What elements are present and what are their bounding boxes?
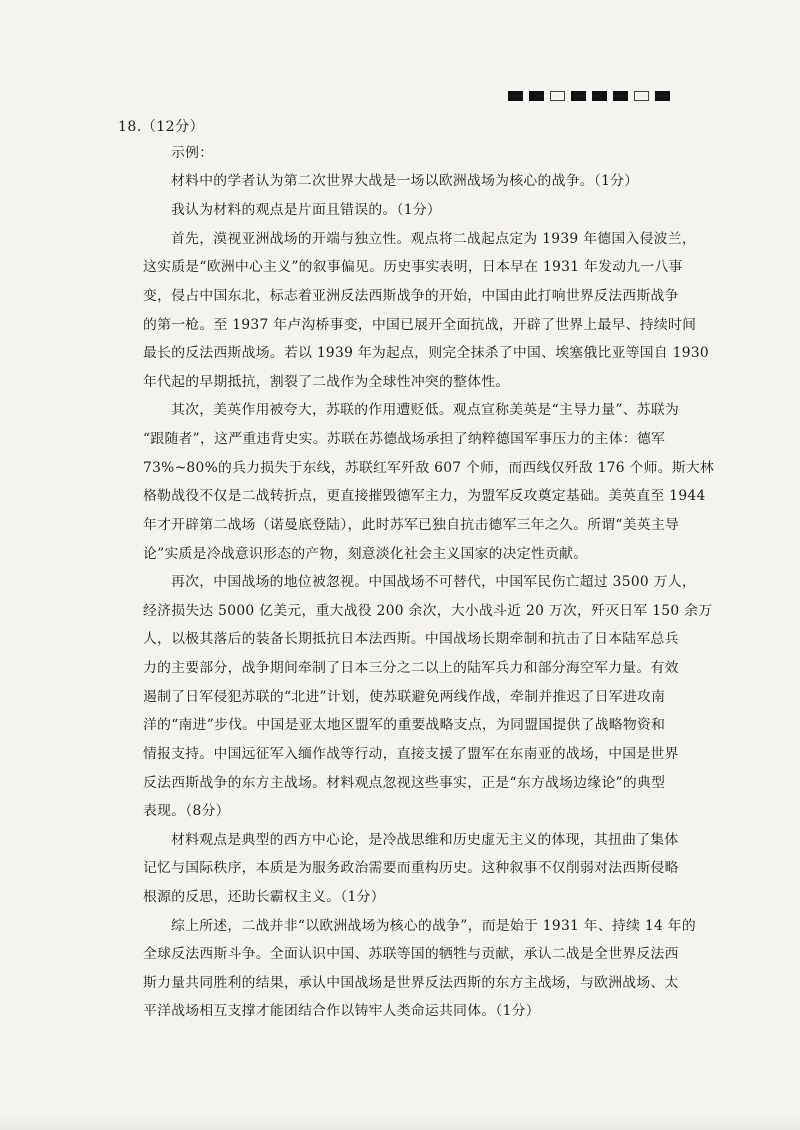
text-line: 综上所述，二战并非“以欧洲战场为核心的战争”，而是始于 1931 年、持续 14 年的: [171, 918, 696, 934]
header-mark: [508, 91, 523, 101]
text-line: 表现。（8分）: [143, 803, 230, 819]
text-line: 斯力量共同胜利的结果，承认中国战场是世界反法西斯的东方主战场，与欧洲战场、太: [143, 975, 679, 991]
text-line: 人，以极其落后的装备长期抵抗日本法西斯。中国战场长期牵制和抗击了日本陆军总兵: [143, 631, 679, 647]
text-line: 73%~80%的兵力损失于东线，苏联红军歼敌 607 个师，而西线仅歼敌 176 个师。斯大林: [143, 460, 715, 476]
text-line: 论”实质是冷战意识形态的产物，刻意淡化社会主义国家的决定性贡献。: [143, 546, 588, 562]
header-mark: [613, 91, 628, 101]
text-line: 格勒战役不仅是二战转折点，更直接摧毁德军主力，为盟军反攻奠定基础。美英直至 1944: [143, 488, 706, 504]
text-line: 洋的“南进”步伐。中国是亚太地区盟军的重要战略支点，为同盟国提供了战略物资和: [143, 717, 666, 733]
text-line: 平洋战场相互支撑才能团结合作以铸牢人类命运共同体。（1分）: [143, 1003, 540, 1019]
text-line: 年才开辟第二战场（诺曼底登陆），此时苏军已独自抗击德军三年之久。所谓“美英主导: [143, 517, 680, 533]
header-mark: [529, 91, 544, 101]
text-line: 记忆与国际秩序，本质是为服务政治需要而重构历史。这种叙事不仅削弱对法西斯侵略: [143, 860, 679, 876]
text-line: “跟随者”，这严重违背史实。苏联在苏德战场承担了纳粹德国军事压力的主体：德军: [143, 431, 666, 447]
text-line: 变，侵占中国东北，标志着亚洲反法西斯战争的开始，中国由此打响世界反法西斯战争: [143, 288, 679, 304]
text-line: 材料中的学者认为第二次世界大战是一场以欧洲战场为核心的战争。（1分）: [171, 173, 639, 189]
text-line: 遏制了日军侵犯苏联的“北进”计划，使苏联避免两线作战，牵制并推迟了日军进攻南: [143, 689, 666, 705]
text-line: 情报支持。中国远征军入缅作战等行动，直接支援了盟军在东南亚的战场，中国是世界: [143, 746, 679, 762]
text-line: 示例：: [171, 145, 214, 161]
header-mark: [592, 91, 607, 101]
header-mark: [655, 91, 670, 101]
question-number: 18.（12分）: [118, 119, 205, 135]
text-line: 全球反法西斯斗争。全面认识中国、苏联等国的牺牲与贡献，承认二战是全世界反法西: [143, 946, 679, 962]
text-line: 首先，漠视亚洲战场的开端与独立性。观点将二战起点定为 1939 年德国入侵波兰，: [171, 231, 696, 247]
text-line: 经济损失达 5000 亿美元，重大战役 200 余次，大小战斗近 20 万次，歼灭日军 150 余万: [143, 603, 713, 619]
header-mark: [571, 91, 586, 101]
text-line: 反法西斯战争的东方主战场。材料观点忽视这些事实，正是“东方战场边缘论”的典型: [143, 775, 666, 791]
text-line: 年代起的早期抵抗，割裂了二战作为全球性冲突的整体性。: [143, 374, 510, 390]
text-line: 的第一枪。至 1937 年卢沟桥事变，中国已展开全面抗战，开辟了世界上最早、持续时间: [143, 317, 697, 333]
text-line: 这实质是“欧洲中心主义”的叙事偏见。历史事实表明，日本早在 1931 年发动九一八事: [143, 259, 683, 275]
header-mark: [550, 91, 565, 101]
header-mark: [634, 91, 649, 101]
text-line: 其次，美英作用被夸大，苏联的作用遭贬低。观点宣称美英是“主导力量”、苏联为: [171, 402, 680, 418]
page-bottom-edge: [0, 1116, 800, 1130]
text-line: 我认为材料的观点是片面且错误的。（1分）: [171, 202, 442, 218]
text-line: 材料观点是典型的西方中心论，是冷战思维和历史虚无主义的体现，其扭曲了集体: [171, 832, 679, 848]
text-line: 力的主要部分，战争期间牵制了日本三分之二以上的陆军兵力和部分海空军力量。有效: [143, 660, 679, 676]
text-line: 再次，中国战场的地位被忽视。中国战场不可替代，中国军民伤亡超过 3500 万人，: [171, 574, 696, 590]
text-line: 最长的反法西斯战场。若以 1939 年为起点，则完全抹杀了中国、埃塞俄比亚等国自 1930: [143, 345, 709, 361]
header-marks: [508, 91, 670, 102]
text-line: 根源的反思，还助长霸权主义。（1分）: [143, 889, 385, 905]
